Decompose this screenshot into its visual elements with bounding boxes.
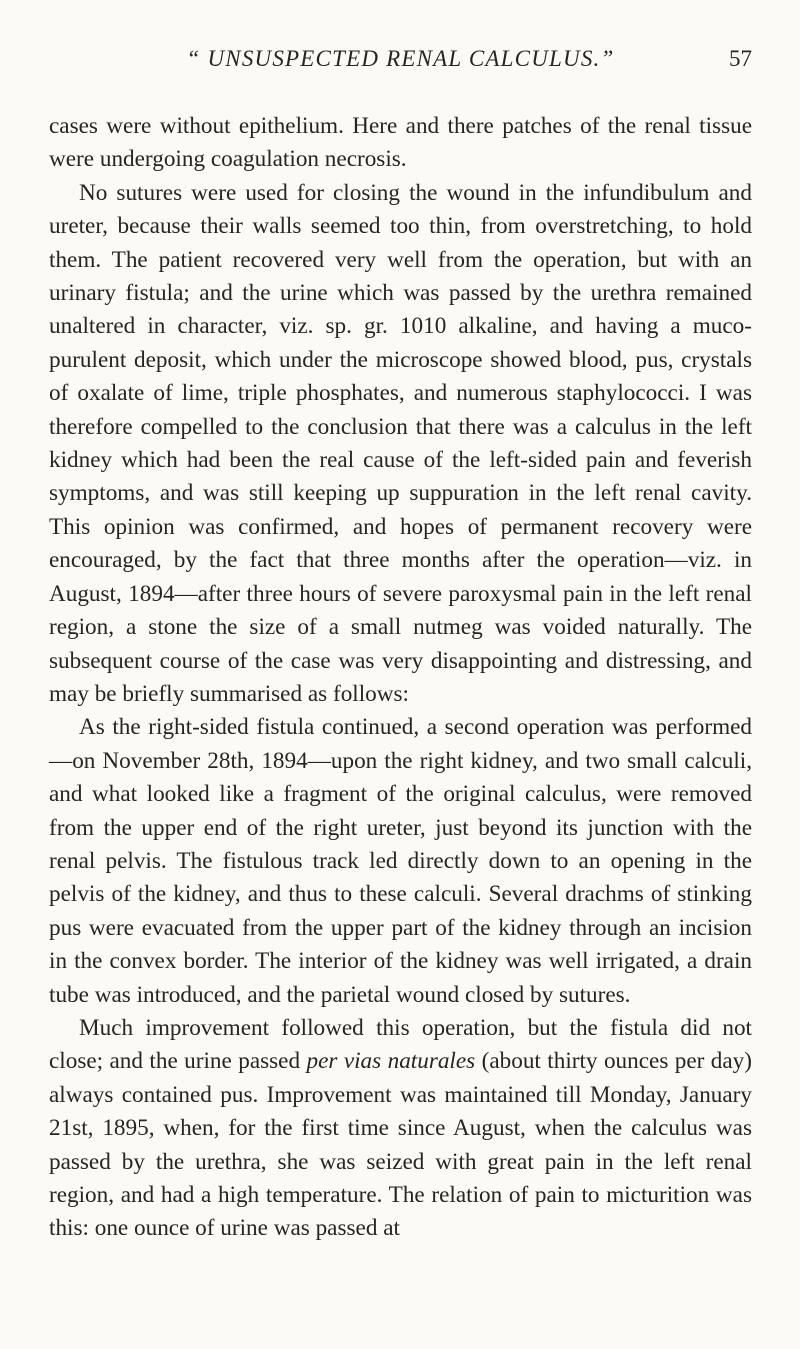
running-head [49, 42, 752, 76]
paragraph-text: Much improvement followed this operation, but the fistula did not close; and the urine passed [49, 1014, 752, 1075]
running-title: “ UNSUSPECTED RENAL CALCULUS.” [186, 46, 615, 71]
paragraph [49, 177, 752, 712]
body-text [49, 110, 752, 1246]
paragraph-text: (about thirty ounces per day) always contained pus. Improvement was maintained till Monday, January 21st, 1895, when, for the first time since August, when the calculus was passed by the urethra, she was seized with great pain in the left renal region, and had a high temperature. The relation of pain to micturition was this: one ounce of urine was passed at [49, 1048, 753, 1242]
paragraph-text: No sutures were used for closing the wound in the infundibulum and ureter, because their walls seemed too thin, from overstretching, to hold them. The patient recovered very well from the operation, but with an urinary fistula; and the urine which was passed by the urethra remained unaltered in character, viz. sp. gr. 1010 alkaline, and having a muco-purulent deposit, which under the microscope showed blood, pus, crystals of oxalate of lime, triple phosphates, and numerous staphylococci. I was therefore compelled to the conclusion that there was a calculus in the left kidney which had been the real cause of the left-sided pain and feverish symptoms, and was still keeping up suppuration in the left renal cavity. This opinion was confirmed, and hopes of permanent recovery were encouraged, by the fact that three months after the operation—viz. in August, 1894—after three hours of severe paroxysmal pain in the left renal region, a stone the size of a small nutmeg was voided naturally. The subsequent course of the case was very disappointing and distressing, and may be briefly summarised as follows: [49, 179, 752, 707]
paragraph-text: As the right-sided fistula continued, a second operation was performed—on November 28th, 1894—upon the right kidney, and two small calculi, and what looked like a fragment of the original calculus, were removed from the upper end of the right ureter, just beyond its junction with the renal pelvis. The fistulous track led directly down to an opening in the pelvis of the kidney, and thus to these calculi. Several drachms of stinking pus were evacuated from the upper part of the kidney through an incision in the convex border. The interior of the kidney was well irrigated, a drain tube was introduced, and the parietal wound closed by sutures. [49, 714, 752, 1008]
page-number: 57 [729, 46, 752, 71]
paragraph-text: cases were without epithelium. Here and there patches of the renal tissue were undergoing coagulation necrosis. [49, 113, 752, 173]
paragraph [49, 110, 752, 177]
paragraph [49, 711, 752, 1012]
latin-phrase: per vias naturales [306, 1048, 476, 1075]
paragraph [49, 1012, 752, 1246]
